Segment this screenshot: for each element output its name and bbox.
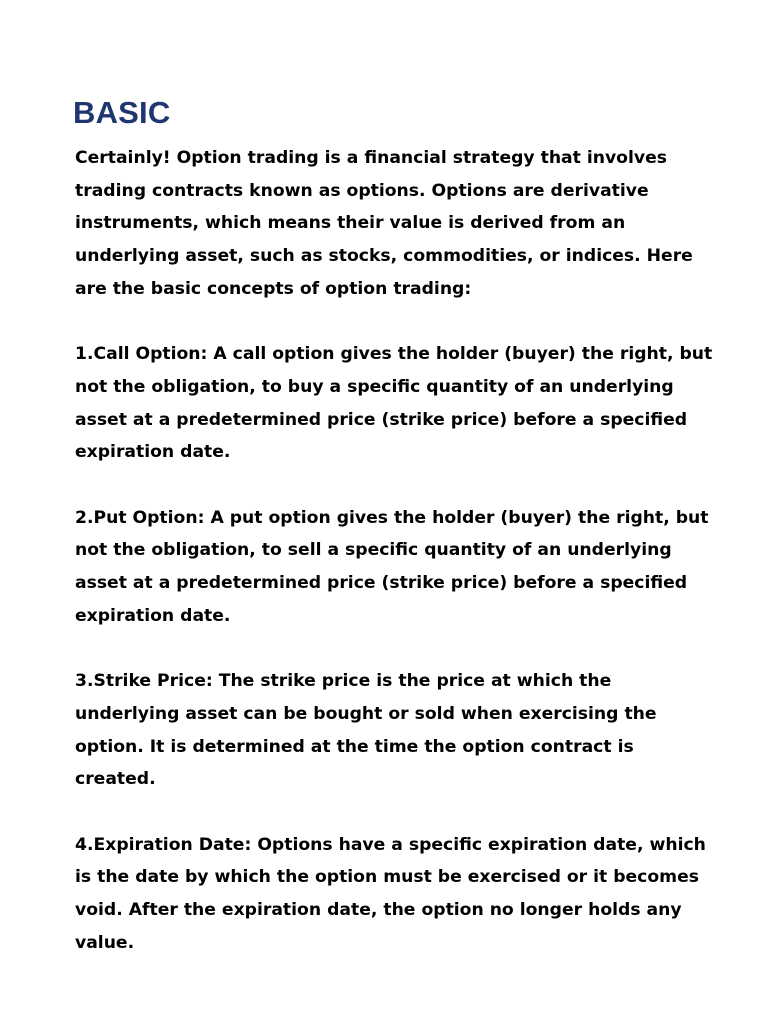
page-heading: BASIC [73, 95, 171, 130]
call-option-paragraph: 1.Call Option: A call option gives the holder (buyer) the right, but not the obligation, to buy a specific quantity of an underlying asset at a predetermined price (strike price) before a specified expiration date. [75, 344, 713, 463]
intro-paragraph: Certainly! Option trading is a financial strategy that involves trading contracts known as options. Options are derivative instruments, which means their value is derived from an underlying asset, such as stocks, commodities, or indices. Here are the basic concepts of option trading: [75, 148, 693, 299]
expiration-date-paragraph: 4.Expiration Date: Options have a specific expiration date, which is the date by which the option must be exercised or it becomes void. After the expiration date, the option no longer holds any value. [75, 834, 706, 953]
document-body [75, 142, 715, 960]
put-option-paragraph: 2.Put Option: A put option gives the holder (buyer) the right, but not the obligation, to sell a specific quantity of an underlying asset at a predetermined price (strike price) before a specified expiration date. [75, 507, 709, 626]
strike-price-paragraph: 3.Strike Price: The strike price is the price at which the underlying asset can be bought or sold when exercising the option. It is determined at the time the option contract is created. [75, 671, 657, 790]
